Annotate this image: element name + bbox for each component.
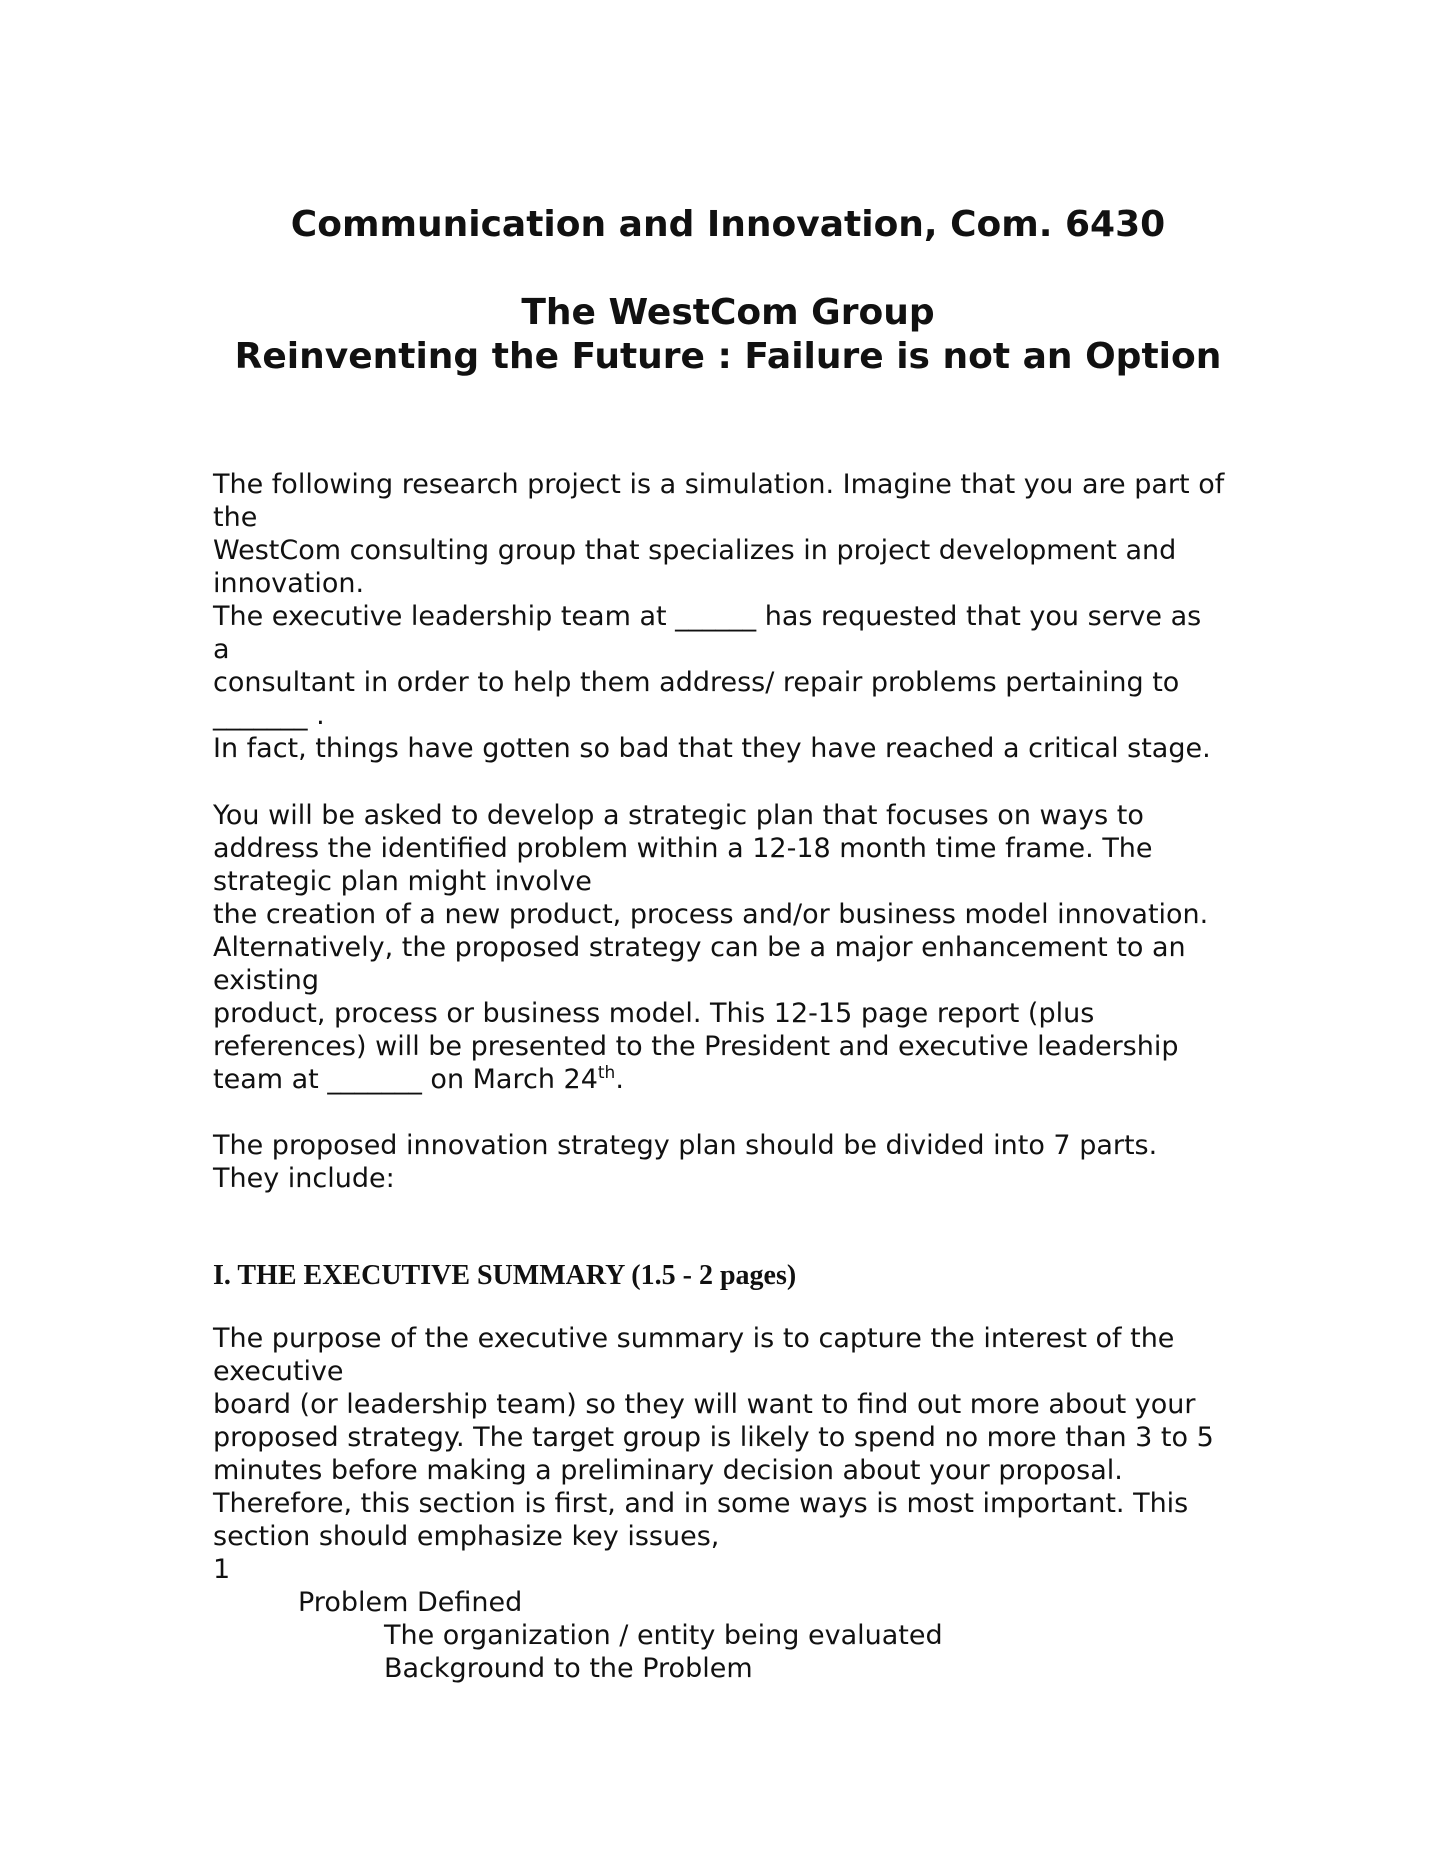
summary-paragraph — [213, 1322, 1214, 1586]
ordinal-suffix: th — [597, 1063, 616, 1083]
text-line: In fact, things have gotten so bad that they have reached a critical stage. — [213, 733, 1211, 764]
outline-level-1: Problem Defined — [298, 1587, 523, 1618]
section-heading: I. THE EXECUTIVE SUMMARY (1.5 - 2 pages) — [213, 1260, 797, 1291]
text-line: They include: — [213, 1163, 395, 1194]
text-line: _______ . — [213, 700, 325, 731]
text-line: references) will be presented to the President and executive leadership — [213, 1031, 1179, 1062]
plan-paragraph — [213, 799, 1208, 1096]
subtitle: Reinventing the Future : Failure is not an Option — [234, 336, 1222, 377]
text-line: The executive leadership team at ______ has requested that you serve as — [213, 601, 1202, 632]
text-line: section should emphasize key issues, — [213, 1521, 720, 1552]
text-line: board (or leadership team) so they will want to find out more about your — [213, 1389, 1196, 1420]
outline-item: Background to the Problem — [384, 1653, 753, 1684]
text-line: existing — [213, 965, 320, 996]
text-line: product, process or business model. This 12-15 page report (plus — [213, 998, 1095, 1029]
text-line: a — [213, 634, 230, 665]
text-fragment: team at _______ on March 24 — [213, 1064, 598, 1095]
text-line: executive — [213, 1356, 344, 1387]
text-fragment: . — [615, 1064, 624, 1095]
text-line: address the identified problem within a 12-18 month time frame. The — [213, 833, 1153, 864]
group-title: The WestCom Group — [521, 292, 935, 333]
text-line: the — [213, 502, 258, 533]
text-line: strategic plan might involve — [213, 866, 592, 897]
text-line: WestCom consulting group that specializes in project development and — [213, 535, 1177, 566]
page-number: 1 — [213, 1554, 231, 1585]
text-line: The purpose of the executive summary is to capture the interest of the — [213, 1323, 1175, 1354]
text-line: minutes before making a preliminary decision about your proposal. — [213, 1455, 1123, 1486]
outline-level-2 — [384, 1619, 943, 1685]
text-line: You will be asked to develop a strategic plan that focuses on ways to — [213, 800, 1144, 831]
text-line: the creation of a new product, process and/or business model innovation. — [213, 899, 1209, 930]
outline-item: The organization / entity being evaluated — [384, 1620, 943, 1651]
text-line: The proposed innovation strategy plan should be divided into 7 parts. — [213, 1130, 1158, 1161]
text-line: innovation. — [213, 568, 365, 599]
text-line — [213, 1063, 1208, 1096]
text-line: Therefore, this section is first, and in some ways is most important. This — [213, 1488, 1189, 1519]
parts-paragraph — [213, 1129, 1157, 1195]
intro-paragraph — [213, 468, 1224, 765]
text-line: proposed strategy. The target group is likely to spend no more than 3 to 5 — [213, 1422, 1214, 1453]
course-title: Communication and Innovation, Com. 6430 — [290, 204, 1166, 245]
text-line: consultant in order to help them address/ repair problems pertaining to — [213, 667, 1180, 698]
text-line: Alternatively, the proposed strategy can be a major enhancement to an — [213, 932, 1186, 963]
text-line: The following research project is a simulation. Imagine that you are part of — [213, 469, 1225, 500]
